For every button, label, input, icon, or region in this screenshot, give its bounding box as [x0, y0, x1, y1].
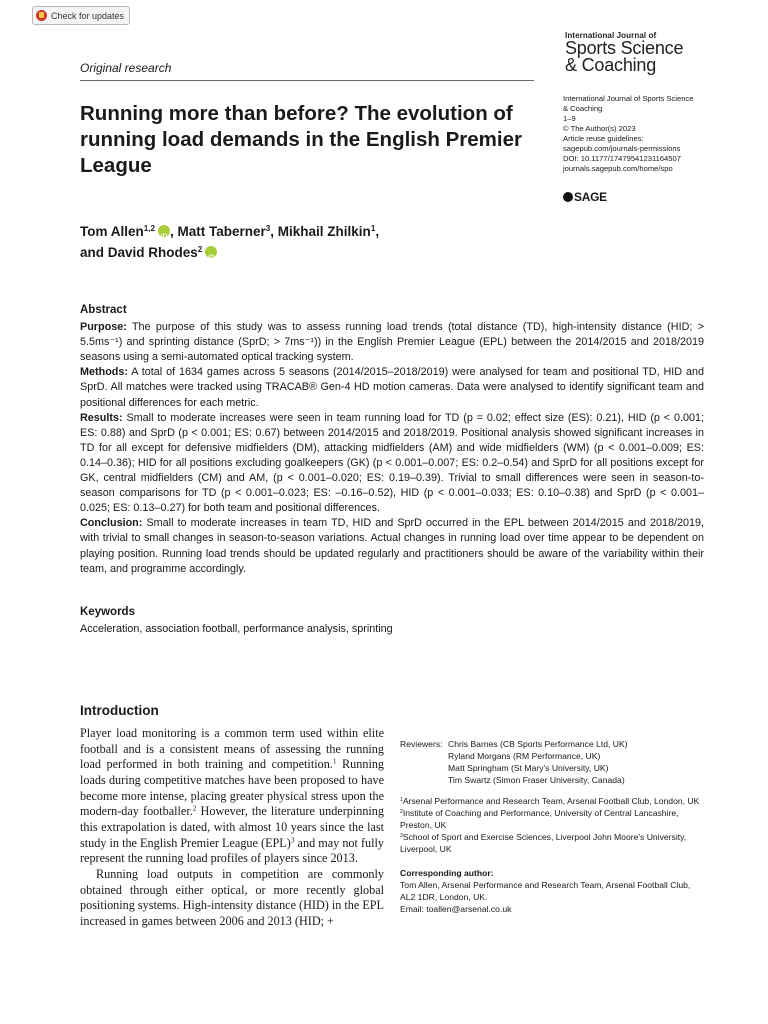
orcid-icon[interactable]: [205, 246, 217, 258]
methods-label: Methods:: [80, 366, 128, 379]
conclusion-label: Conclusion:: [80, 517, 143, 530]
author-name[interactable]: and David Rhodes: [80, 245, 198, 260]
affiliation-text: Institute of Coaching and Performance, University of Central Lancashire, Preston, UK: [400, 808, 679, 830]
author-name[interactable]: , Matt Taberner: [170, 224, 266, 239]
introduction-body: [80, 726, 384, 930]
author-affiliation-ref: 2: [197, 245, 203, 255]
author-list: [80, 221, 550, 263]
reviewers: [400, 738, 704, 786]
corresponding-author-address: Tom Allen, Arsenal Performance and Research Team, Arsenal Football Club, AL2 1DR, London, UK.: [400, 880, 691, 902]
reviewer-name: Matt Springham (St Mary's University, UK): [448, 763, 609, 773]
affiliation-number: 2: [400, 808, 403, 815]
author-affiliation-ref: 1: [370, 224, 376, 234]
results-label: Results:: [80, 411, 123, 424]
author-name[interactable]: , Mikhail Zhilkin: [270, 224, 371, 239]
affiliations: [400, 795, 704, 855]
intro-paragraph-2: Running load outputs in competition are commonly obtained through either optical, or more recently global positioning systems. High-intensity distance (HID) in the EPL increased in games between 2006 and 2013 (HID; +: [80, 866, 384, 928]
orcid-icon[interactable]: [158, 225, 170, 237]
publication-info: [563, 94, 713, 174]
pubinfo-reuse-link[interactable]: sagepub.com/journals-permissions: [563, 144, 681, 153]
pubinfo-copyright: © The Author(s) 2023: [563, 124, 636, 133]
pubinfo-reuse-label: Article reuse guidelines:: [563, 134, 644, 143]
journal-logo-line2: Sports Science: [565, 38, 684, 58]
keywords-heading: Keywords: [80, 606, 135, 618]
intro-text: Running loads during competitive matches have been proposed to have become more intense, placing greater physical stress upon the modern-day footballer.: [80, 757, 385, 819]
author-affiliation-ref: 1,2: [143, 224, 156, 234]
pubinfo-homepage-link[interactable]: journals.sagepub.com/home/spo: [563, 164, 673, 173]
pubinfo-journal: International Journal of Sports Science: [563, 94, 694, 103]
citation-ref[interactable]: 2: [192, 803, 197, 813]
introduction-heading: Introduction: [80, 703, 159, 718]
reviewer-name: Ryland Morgans (RM Performance, UK): [448, 751, 601, 761]
conclusion-text: Small to moderate increases in team TD, HID and SprD occurred in the EPL between 2014/2015 and 2018/2019, with trivial to small changes in season-to-season variations. Actual changes in running load over time appear to be dependent on playing position. Running load trends should be updated regularly and practitioners should be aware of the variability within their team, and programme accordingly.: [80, 517, 704, 575]
methods-text: A total of 1634 games across 5 seasons (2014/2015–2018/2019) were analysed for team and positional TD, HID and SprD. All matches were tracked using TRACAB® Gen-4 HD motion cameras. Data were analysed to identify significant team and positional differences for each metric.: [80, 366, 705, 409]
corresponding-author-heading: Corresponding author:: [400, 868, 494, 878]
abstract-heading: Abstract: [80, 304, 127, 316]
check-for-updates-icon: [36, 10, 47, 21]
keywords-text: Acceleration, association football, performance analysis, sprinting: [80, 623, 393, 635]
check-for-updates-button[interactable]: [32, 6, 130, 25]
intro-paragraph-1: [80, 726, 384, 867]
article-notes: [400, 738, 704, 915]
sage-logo-icon: [563, 192, 573, 202]
pubinfo-journal-cont: & Coaching: [563, 104, 603, 113]
reviewer-name: Tim Swartz (Simon Fraser University, Canada): [448, 775, 625, 785]
reviewers-label: Reviewers:: [400, 739, 443, 749]
pubinfo-doi[interactable]: DOI: 10.1177/17479541231164507: [563, 154, 681, 163]
affiliation-item: [400, 831, 704, 855]
author-name[interactable]: Tom Allen: [80, 224, 144, 239]
citation-ref[interactable]: 3: [290, 835, 295, 845]
reviewer-names: [448, 738, 628, 786]
author-separator: ,: [375, 224, 380, 239]
journal-logo-line1: International Journal of: [565, 31, 657, 40]
article-title: Running more than before? The evolution of running load demands in the English Premier League: [80, 102, 522, 177]
affiliation-number: 1: [400, 796, 403, 803]
abstract-results: [80, 411, 704, 517]
purpose-text: The purpose of this study was to assess running load trends (total distance (TD), high-intensity distance (HID; > 5.5ms⁻¹) and sprinting distance (SprD; > 7ms⁻¹)) in the English Premier League (EPL) between the 2014/2015 and 2018/2019 seasons using a semi-automated optical tracking system.: [80, 321, 704, 364]
abstract-methods: [80, 365, 704, 410]
intro-text: Player load monitoring is a common term used within elite football and is a consistent means of assessing the running load performed in both training and competition.: [80, 726, 384, 772]
purpose-label: Purpose:: [80, 321, 127, 334]
affiliation-number: 3: [400, 832, 403, 839]
affiliation-text: Arsenal Performance and Research Team, Arsenal Football Club, London, UK: [402, 796, 700, 806]
results-text: Small to moderate increases were seen in team running load for TD (p = 0.02; effect size (ES): 0.21), HID (p < 0.001; ES: 0.88) and SprD (p < 0.001; ES: 0.67) between 2014/2015 and 2018/2019. Positional analysis showed significant increases in TD for all except for defensive midfielders (DM), attacking midfielders (AM) and wide midfielders (WM) (p < 0.001–0.009; ES: 0.14–0.36); HID for all positions excluding goalkeepers (GK) (p < 0.001–0.007; ES: 0.2–0.54) and SprD for all positions except for GK, central midfielders (CM) and AM, (p < 0.001–0.020; ES: 0.19–0.39). Trivial to small differences were seen in season-to-season comparisons for TD (p < 0.001–0.023; ES: –0.16–0.52), HID (p < 0.001–0.033; ES: 0.10–0.38) and SprD (p < 0.001–0.025; ES: 0.13–0.27) for both team and positional differences.: [80, 411, 704, 515]
journal-logo: [565, 31, 683, 74]
abstract-conclusion: [80, 516, 704, 576]
corresponding-author-email[interactable]: Email: toallen@arsenal.co.uk: [400, 904, 512, 914]
abstract-purpose: [80, 320, 704, 365]
reviewer-name: Chris Barnes (CB Sports Performance Ltd, UK): [448, 739, 628, 749]
intro-text: and may not fully represent the running load profiles of players since 2013.: [80, 835, 385, 866]
affiliation-item: [400, 807, 704, 831]
affiliation-item: [400, 795, 704, 807]
publisher-logo: [563, 190, 607, 204]
journal-logo-line3: & Coaching: [565, 55, 657, 75]
keywords: [80, 605, 704, 637]
header-divider: [80, 80, 534, 81]
check-for-updates-label: Check for updates: [51, 10, 125, 21]
pubinfo-pages: 1–9: [563, 114, 576, 123]
author-affiliation-ref: 3: [265, 224, 271, 234]
affiliation-text: School of Sport and Exercise Sciences, Liverpool John Moore's University, Liverpool, UK: [400, 832, 687, 854]
intro-text: However, the literature underpinning this extrapolation is dated, with almost 10 years since the last study in the English Premier League (EPL): [80, 804, 384, 850]
citation-ref[interactable]: 1: [332, 756, 337, 766]
article-type: Original research: [80, 61, 172, 75]
publisher-name: SAGE: [574, 190, 607, 204]
abstract: [80, 303, 704, 577]
